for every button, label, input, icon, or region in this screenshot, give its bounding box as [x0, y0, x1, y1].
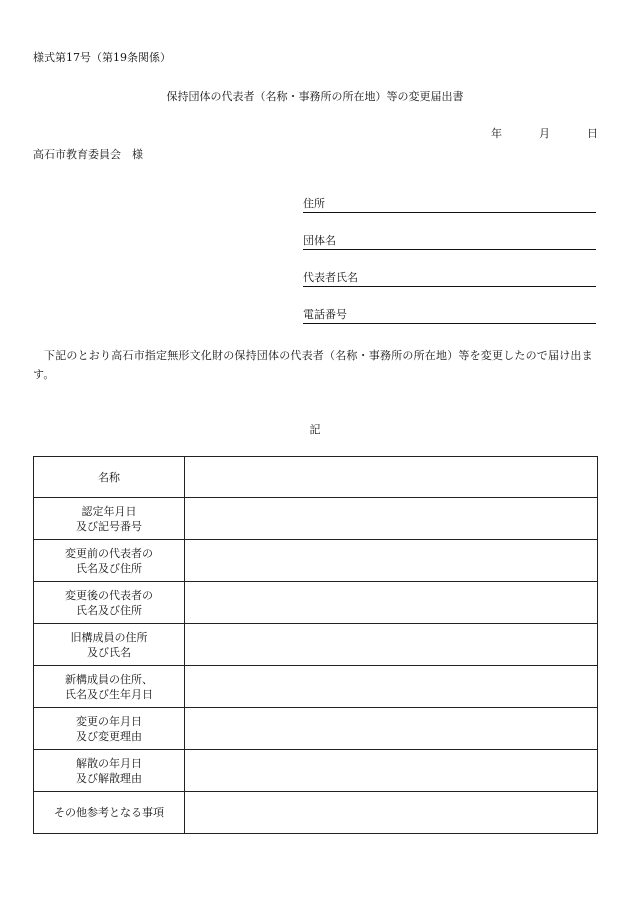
- row-value-cell[interactable]: [185, 624, 598, 666]
- row-label: 旧構成員の住所 及び氏名: [34, 624, 185, 666]
- table-row: [34, 498, 598, 540]
- address-label: 住所: [303, 197, 325, 210]
- table-row: [34, 540, 598, 582]
- group-name-label: 団体名: [303, 234, 336, 247]
- group-name-field[interactable]: [303, 233, 596, 250]
- document-title: 保持団体の代表者（名称・事務所の所在地）等の変更届出書: [166, 90, 464, 103]
- representative-name-label: 代表者氏名: [303, 271, 358, 284]
- phone-label: 電話番号: [303, 308, 347, 321]
- row-label: 変更前の代表者の 氏名及び住所: [34, 540, 185, 582]
- row-label: 名称: [34, 457, 185, 498]
- ki-label: 記: [309, 423, 321, 436]
- table-row: [34, 624, 598, 666]
- phone-field[interactable]: [303, 307, 596, 324]
- row-label: 変更の年月日 及び変更理由: [34, 708, 185, 750]
- date-day-label: 日: [587, 127, 598, 140]
- row-value-cell[interactable]: [185, 792, 598, 834]
- table-row: [34, 708, 598, 750]
- row-label: その他参考となる事項: [34, 792, 185, 834]
- address-field[interactable]: [303, 196, 596, 213]
- row-label: 認定年月日 及び記号番号: [34, 498, 185, 540]
- row-label: 解散の年月日 及び解散理由: [34, 750, 185, 792]
- row-value-cell[interactable]: [185, 708, 598, 750]
- date-month-label: 月: [539, 127, 550, 140]
- row-value-cell[interactable]: [185, 750, 598, 792]
- table-row: [34, 457, 598, 498]
- table-row: [34, 750, 598, 792]
- row-value-cell[interactable]: [185, 540, 598, 582]
- row-label: 新構成員の住所、 氏名及び生年月日: [34, 666, 185, 708]
- table-row: [34, 582, 598, 624]
- row-label: 変更後の代表者の 氏名及び住所: [34, 582, 185, 624]
- row-value-cell[interactable]: [185, 457, 598, 498]
- table-row: [34, 666, 598, 708]
- body-text: 下記のとおり高石市指定無形文化財の保持団体の代表者（名称・事務所の所在地）等を変更したので届け出ます。: [33, 349, 593, 381]
- row-value-cell[interactable]: [185, 498, 598, 540]
- details-table: [33, 456, 598, 834]
- date-year-label: 年: [491, 127, 502, 140]
- form-number: 様式第17号（第19条関係）: [33, 51, 171, 64]
- row-value-cell[interactable]: [185, 666, 598, 708]
- table-row: [34, 792, 598, 834]
- addressee: 高石市教育委員会 様: [33, 148, 143, 161]
- row-value-cell[interactable]: [185, 582, 598, 624]
- representative-name-field[interactable]: [303, 270, 596, 287]
